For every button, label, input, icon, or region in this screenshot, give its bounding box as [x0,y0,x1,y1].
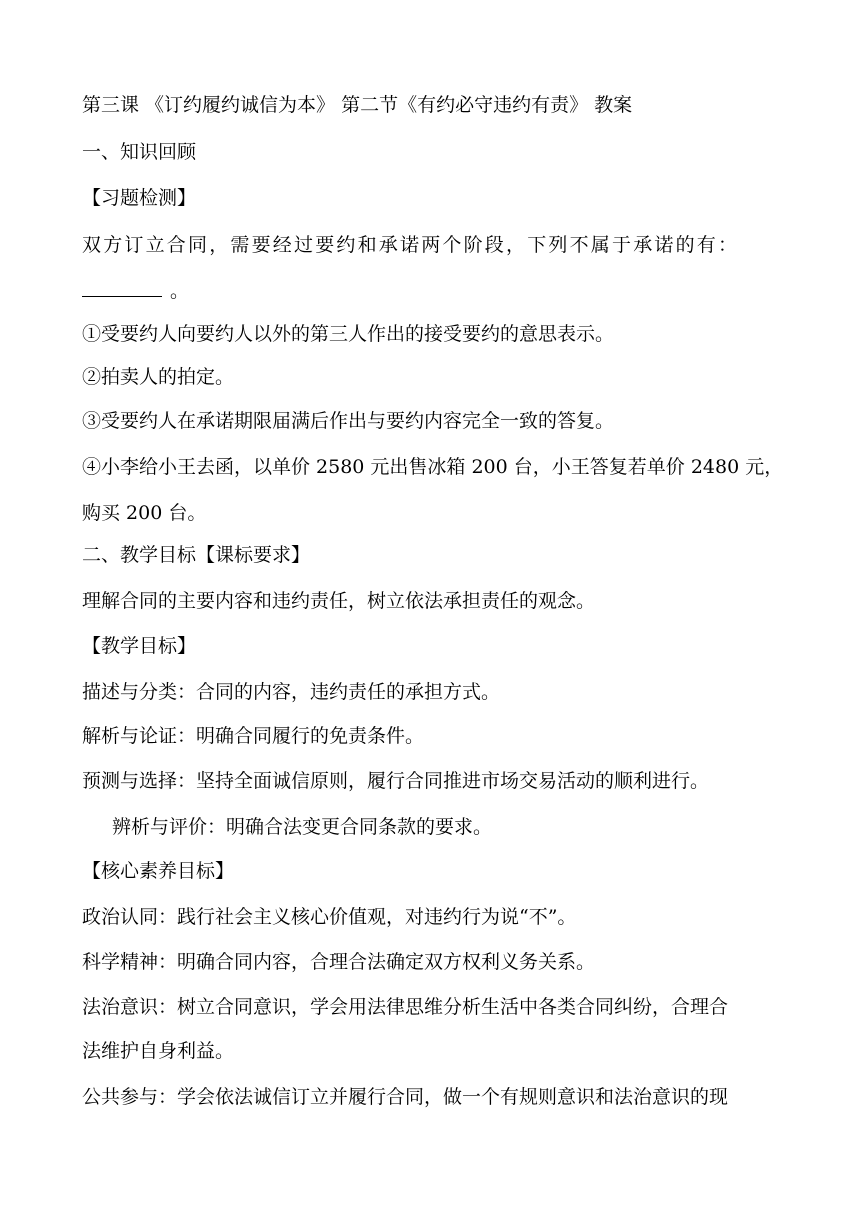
core-literacy-3-continued: 法维护自身利益。 [82,1040,235,1062]
teaching-goal-4: 辨析与评价：明确合法变更合同条款的要求。 [112,816,493,838]
option-1: ①受要约人向要约人以外的第三人作出的接受要约的意思表示。 [82,323,615,345]
teaching-goals-heading: 【教学目标】 [82,635,197,657]
teaching-goal-1: 描述与分类：合同的内容，违约责任的承担方式。 [82,681,501,703]
answer-blank [82,282,162,297]
curriculum-requirement: 理解合同的主要内容和违约责任，树立依法承担责任的观念。 [82,590,596,612]
exercise-heading: 【习题检测】 [82,187,197,209]
option-4: ④小李给小王去函，以单价 2580 元出售冰箱 200 台，小王答复若单价 2480 元， [82,456,784,478]
section2-heading: 二、教学目标【课标要求】 [82,544,311,566]
document-title: 第三课 《订约履约诚信为本》 第二节《有约必守违约有责》 教案 [82,94,633,116]
core-literacy-2: 科学精神：明确合同内容，合理合法确定双方权利义务关系。 [82,951,596,973]
option-2: ②拍卖人的拍定。 [82,366,235,388]
core-literacy-1: 政治认同：践行社会主义核心价值观，对违约行为说“不”。 [82,906,577,928]
answer-line [82,279,189,303]
teaching-goal-2: 解析与论证：明确合同履行的免责条件。 [82,725,425,747]
teaching-goal-3: 预测与选择：坚持全面诚信原则，履行合同推进市场交易活动的顺利进行。 [82,770,710,792]
option-3: ③受要约人在承诺期限届满后作出与要约内容完全一致的答复。 [82,410,615,432]
core-literacy-heading: 【核心素养目标】 [82,860,235,882]
question-text: 双方订立合同，需要经过要约和承诺两个阶段，下列不属于承诺的有： [82,234,740,256]
option-4-continued: 购买 200 台。 [82,502,207,524]
answer-suffix: 。 [170,280,190,302]
core-literacy-4: 公共参与：学会依法诚信订立并履行合同，做一个有规则意识和法治意识的现 [82,1086,729,1108]
core-literacy-3: 法治意识：树立合同意识，学会用法律思维分析生活中各类合同纠纷，合理合 [82,996,729,1018]
section1-heading: 一、知识回顾 [82,141,197,163]
